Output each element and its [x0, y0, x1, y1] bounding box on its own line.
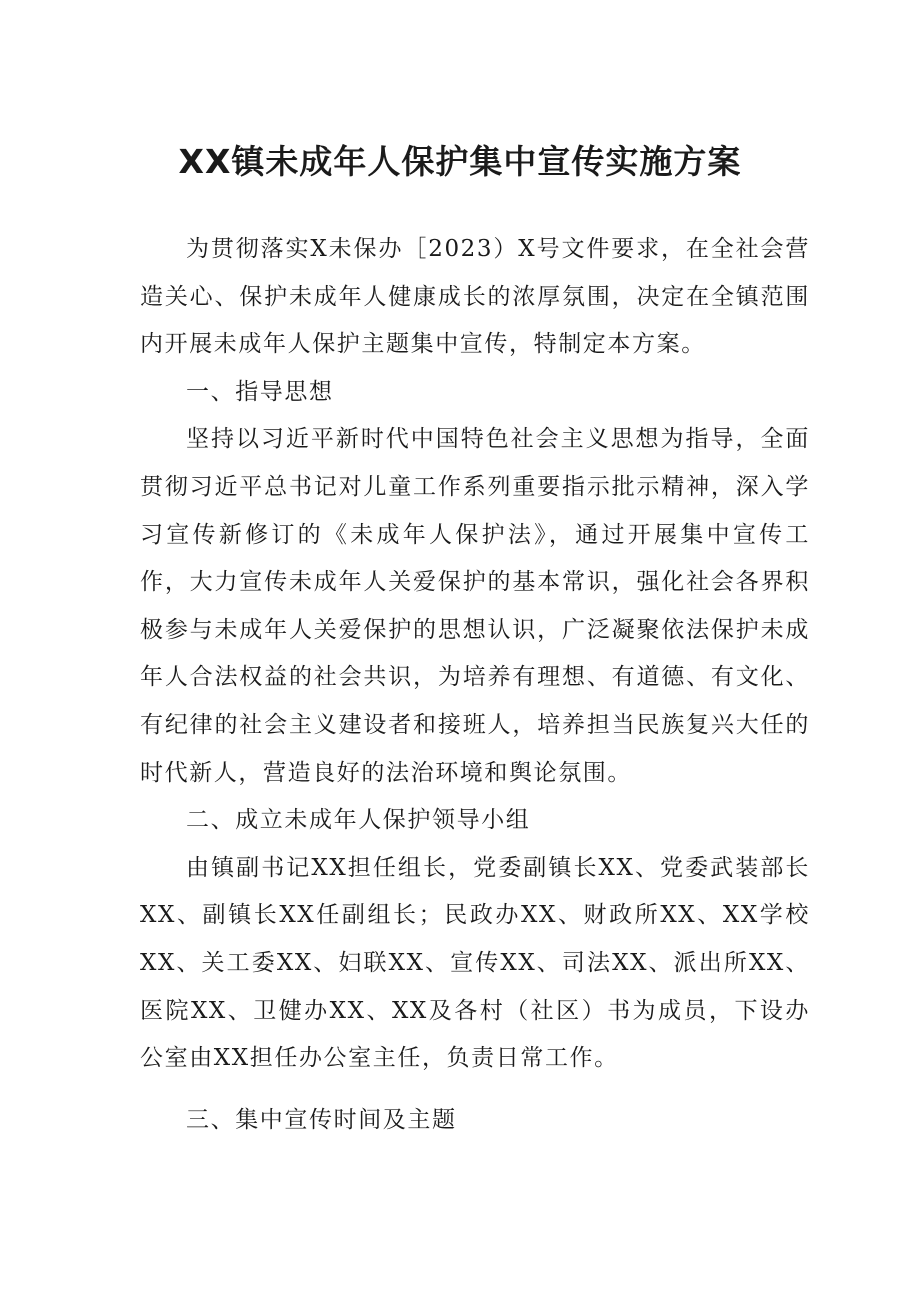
document-body [140, 226, 810, 1144]
leadership-group-paragraph: 由镇副书记XX担任组长，党委副镇长XX、党委武装部长XX、副镇长XX任副组长；民政办XX、财政所XX、XX学校XX、关工委XX、妇联XX、宣传XX、司法XX、派出所XX、医院XX、卫健办XX、XX及各村（社区）书为成员，下设办公室由XX担任办公室主任，负责日常工作。 [140, 854, 810, 1072]
guiding-thought-paragraph: 坚持以习近平新时代中国特色社会主义思想为指导，全面贯彻习近平总书记对儿童工作系列重要指示批示精神，深入学习宣传新修订的《未成年人保护法》，通过开展集中宣传工作，大力宣传未成年人关爱保护的基本常识，强化社会各界积极参与未成年人关爱保护的思想认识，广泛凝聚依法保护未成年人合法权益的社会共识，为培养有理想、有道德、有文化、有纪律的社会主义建设者和接班人，培养担当民族复兴大任的时代新人，营造良好的法治环境和舆论氛围。 [140, 426, 810, 786]
intro-paragraph: 为贯彻落实X未保办［2023）X号文件要求，在全社会营造关心、保护未成年人健康成长的浓厚氛围，决定在全镇范围内开展未成年人保护主题集中宣传，特制定本方案。 [140, 236, 810, 358]
section-heading-guiding-thought: 一、指导思想 [186, 378, 334, 405]
section-heading-leadership-group: 二、成立未成年人保护领导小组 [186, 807, 531, 834]
paragraph-spacer [140, 1083, 810, 1097]
document-title: XX镇未成年人保护集中宣传实施方案 [178, 142, 742, 181]
section-heading-time-and-theme: 三、集中宣传时间及主题 [186, 1106, 457, 1133]
